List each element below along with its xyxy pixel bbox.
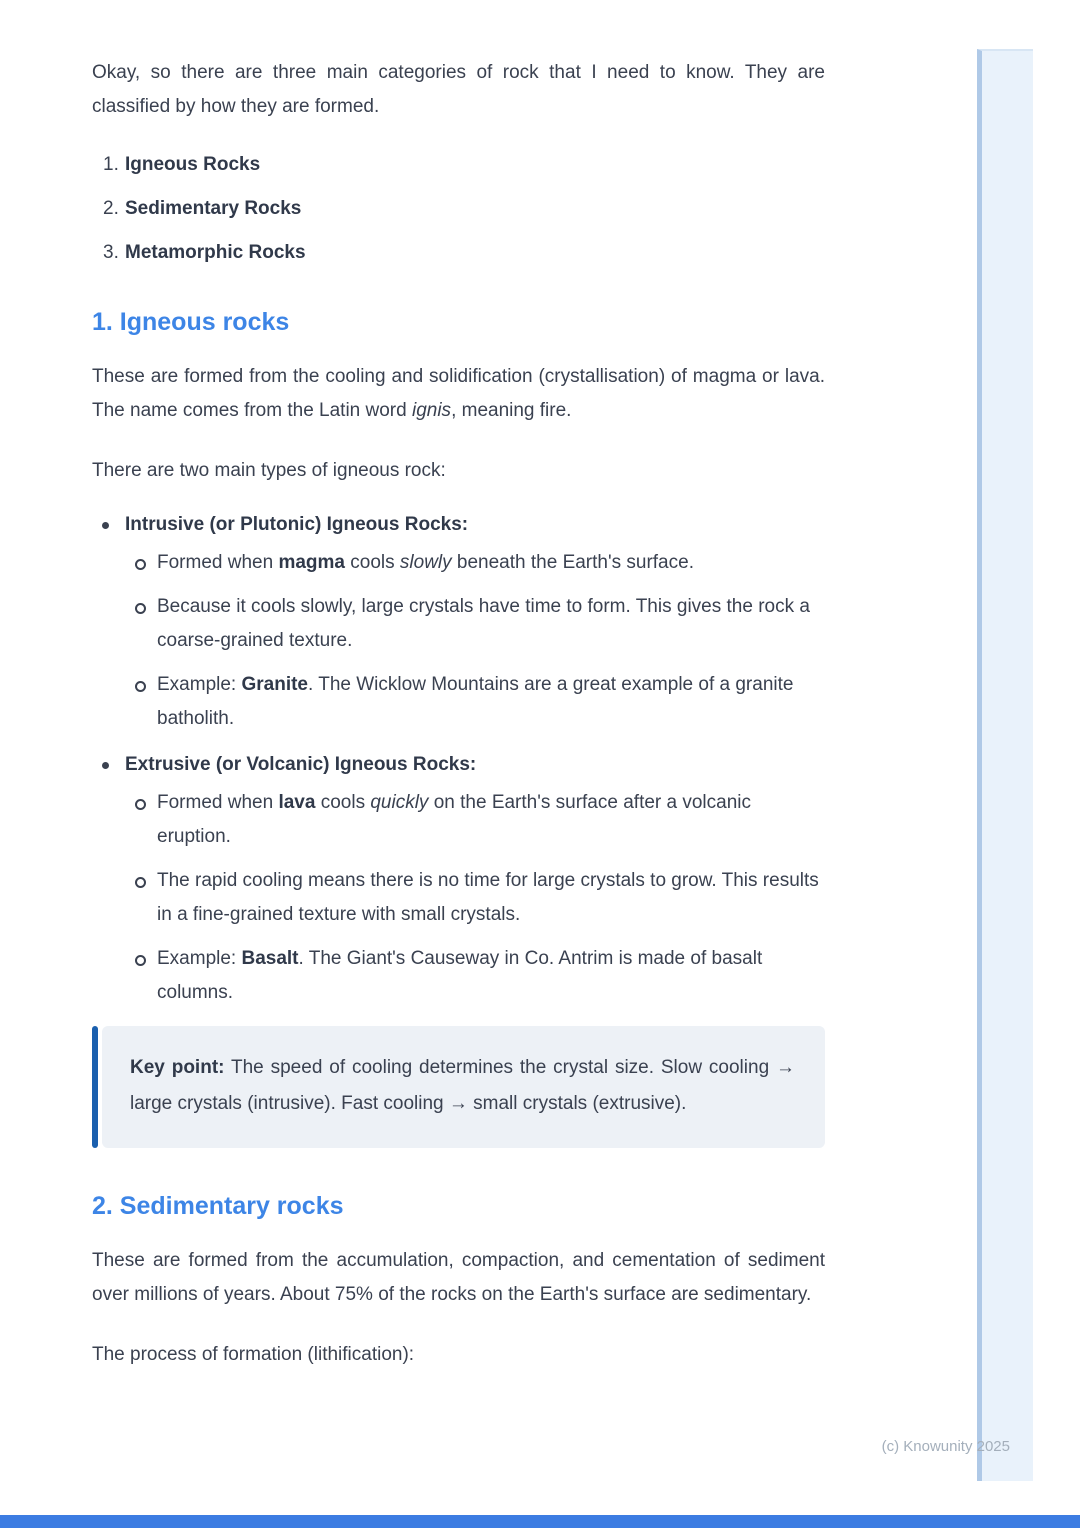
- italic-term: ignis: [411, 400, 452, 421]
- list-item: [92, 590, 825, 658]
- callout-accent-bar: [92, 1026, 98, 1148]
- hollow-bullet-icon: [135, 877, 146, 888]
- list-number: 2.: [103, 198, 119, 219]
- list-item: [92, 786, 825, 854]
- intro-paragraph: Okay, so there are three main categories of rock that I need to know. They are classified by how they are formed.: [92, 62, 825, 117]
- hollow-bullet-icon: [135, 955, 146, 966]
- italic-term: slowly: [399, 552, 452, 573]
- bold-term: Granite: [241, 674, 309, 695]
- text-segment: Example:: [157, 674, 242, 695]
- category-label: Metamorphic Rocks: [125, 242, 306, 263]
- list-number: 1.: [103, 154, 119, 175]
- bullet-title-text: Intrusive (or Plutonic) Igneous Rocks:: [125, 514, 469, 535]
- list-item: [92, 864, 825, 932]
- igneous-types-paragraph: There are two main types of igneous rock:: [92, 460, 446, 481]
- list-number: 3.: [103, 242, 119, 263]
- category-label: Igneous Rocks: [125, 154, 261, 175]
- text-segment: on the Earth's surface after a volcanic eruption.: [157, 792, 752, 847]
- list-item: [92, 546, 825, 580]
- sedimentary-intro-paragraph: These are formed from the accumulation, compaction, and cementation of sediment over millions of years. About 75% of the rocks on the Earth's surface are sedimentary.: [92, 1250, 825, 1305]
- text-segment: cools: [315, 792, 371, 813]
- intrusive-sublist: [92, 546, 825, 736]
- text-segment: . The Giant's Causeway in Co. Antrim is made of basalt columns.: [157, 948, 763, 1003]
- hollow-bullet-icon: [135, 681, 146, 692]
- list-item: [92, 942, 825, 1010]
- section-heading-sedimentary: 2. Sedimentary rocks: [92, 1192, 344, 1220]
- bullet-icon: [102, 522, 109, 529]
- key-point-callout: [92, 1026, 825, 1148]
- text-segment: Example:: [157, 948, 242, 969]
- list-item: [92, 192, 825, 226]
- text-segment: , meaning fire.: [451, 400, 572, 421]
- notes-content: [92, 0, 825, 1372]
- progress-bar: [0, 1515, 1080, 1528]
- text-segment: Because it cools slowly, large crystals have time to form. This gives the rock a coarse-grained texture.: [157, 596, 810, 651]
- section-heading-igneous: 1. Igneous rocks: [92, 308, 290, 336]
- text-segment: cools: [344, 552, 400, 573]
- extrusive-title: [92, 748, 825, 782]
- text-segment: Formed when: [157, 552, 279, 573]
- igneous-intro-paragraph: [92, 360, 825, 428]
- rock-category-list: [92, 148, 825, 270]
- bold-term: lava: [278, 792, 316, 813]
- bold-term: magma: [278, 552, 345, 573]
- bold-term: Basalt: [241, 948, 299, 969]
- next-page-preview[interactable]: [977, 49, 1033, 1481]
- key-point-label: Key point:: [130, 1057, 225, 1078]
- intrusive-title: [92, 508, 825, 542]
- bullet-title-text: Extrusive (or Volcanic) Igneous Rocks:: [125, 754, 477, 775]
- hollow-bullet-icon: [135, 559, 146, 570]
- list-item: [92, 668, 825, 736]
- copyright-text: (c) Knowunity 2025: [881, 1438, 1010, 1455]
- hollow-bullet-icon: [135, 603, 146, 614]
- text-segment: The rapid cooling means there is no time for large crystals to grow. This results in a fine-grained texture with small crystals.: [157, 870, 819, 925]
- bullet-icon: [102, 762, 109, 769]
- text-segment: These are formed from the cooling and solidification (crystallisation) of magma or lava. The name comes from the Latin word: [92, 366, 825, 421]
- list-item-extrusive: [92, 748, 825, 1010]
- text-segment: beneath the Earth's surface.: [451, 552, 694, 573]
- text-segment: Formed when: [157, 792, 279, 813]
- text-segment: . The Wicklow Mountains are a great example of a granite batholith.: [157, 674, 794, 729]
- list-item-intrusive: [92, 508, 825, 736]
- text-segment: The speed of cooling determines the crystal size. Slow cooling → large crystals (intrusive). Fast cooling → small crystals (extrusive).: [130, 1057, 795, 1114]
- hollow-bullet-icon: [135, 799, 146, 810]
- extrusive-sublist: [92, 786, 825, 1010]
- lithification-paragraph: The process of formation (lithification):: [92, 1344, 415, 1365]
- list-item: [92, 148, 825, 182]
- category-label: Sedimentary Rocks: [125, 198, 302, 219]
- igneous-types-list: [92, 508, 825, 1010]
- italic-term: quickly: [370, 792, 429, 813]
- list-item: [92, 236, 825, 270]
- key-point-text: [130, 1050, 795, 1122]
- callout-body: [102, 1026, 825, 1148]
